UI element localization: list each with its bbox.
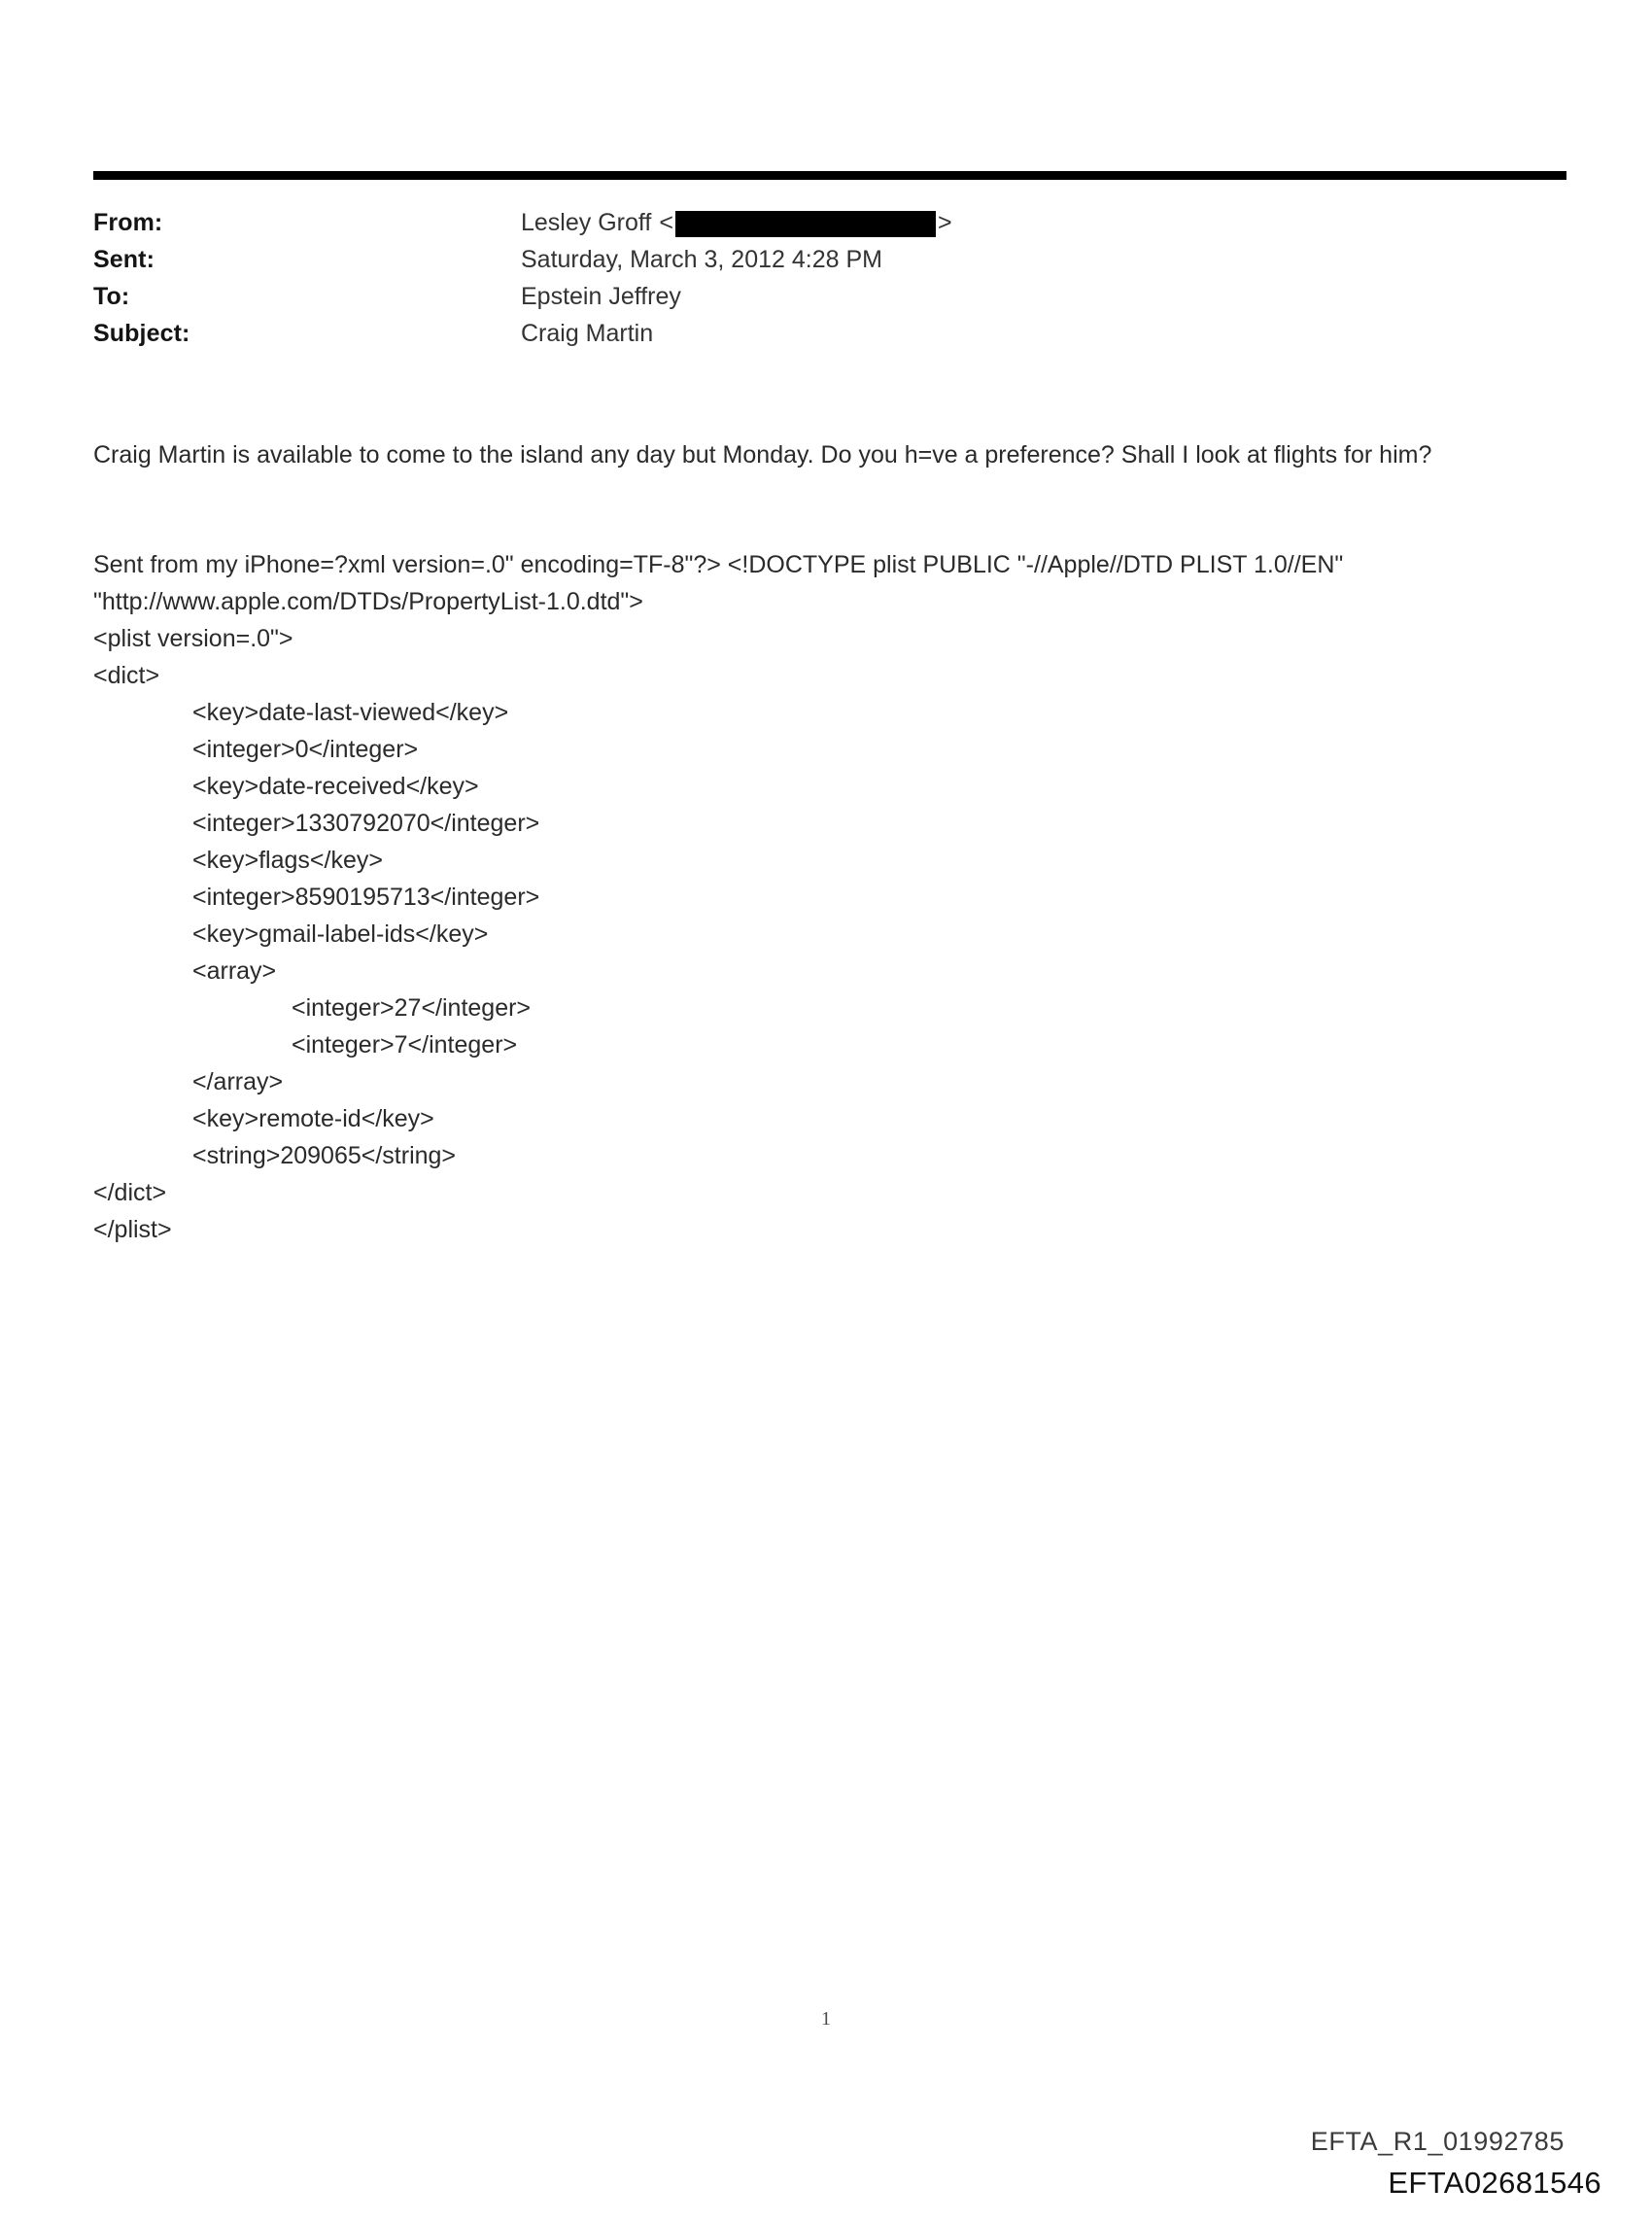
- plist-line: Sent from my iPhone=?xml version=.0" encoding=TF-8"?> <!DOCTYPE plist PUBLIC "-//Apple//DTD PLIST 1.0//EN" "http://www.apple.com/DTDs/PropertyList-1.0.dtd">: [93, 551, 1351, 615]
- from-label: From:: [93, 209, 163, 236]
- email-header-row-sent: [93, 246, 1502, 283]
- plist-line: <integer>7</integer>: [292, 1031, 518, 1059]
- plist-line: <integer>1330792070</integer>: [192, 810, 540, 837]
- plist-line: <integer>0</integer>: [192, 736, 419, 763]
- plist-line: </dict>: [93, 1179, 167, 1206]
- from-value: [521, 209, 952, 237]
- email-header-row-subject: [93, 320, 1502, 357]
- plist-line: <integer>27</integer>: [292, 994, 532, 1022]
- page-number: 1: [821, 2008, 831, 2030]
- plist-line: <key>gmail-label-ids</key>: [192, 920, 489, 948]
- plist-line: <array>: [192, 957, 277, 985]
- plist-line: <key>date-last-viewed</key>: [192, 699, 509, 726]
- email-body-paragraph: Craig Martin is available to come to the island any day but Monday. Do you h=ve a preference? Shall I look at flights for him?: [93, 441, 1432, 469]
- plist-line: </array>: [192, 1068, 284, 1095]
- plist-line: <key>remote-id</key>: [192, 1105, 434, 1132]
- subject-value: Craig Martin: [521, 320, 654, 347]
- redaction-bar-sender-email: [675, 211, 936, 237]
- bates-stamp-primary: EFTA_R1_01992785: [1310, 2127, 1565, 2156]
- email-body-block: [93, 435, 1561, 474]
- subject-label: Subject:: [93, 320, 190, 347]
- email-header-row-from: [93, 209, 1502, 246]
- plist-line: <dict>: [93, 662, 160, 689]
- from-angle-close: >: [937, 209, 952, 236]
- bates-stamp-secondary: EFTA02681546: [1388, 2166, 1601, 2200]
- from-angle-open: <: [659, 209, 673, 236]
- email-header-row-to: [93, 283, 1502, 320]
- plist-line: <string>209065</string>: [192, 1142, 457, 1169]
- to-value: Epstein Jeffrey: [521, 283, 681, 310]
- sent-label: Sent:: [93, 246, 155, 273]
- sent-value: Saturday, March 3, 2012 4:28 PM: [521, 246, 882, 273]
- header-divider-rule: [93, 171, 1566, 180]
- from-sender-name: Lesley Groff: [521, 209, 652, 236]
- plist-line: <key>date-received</key>: [192, 773, 479, 800]
- plist-line: </plist>: [93, 1216, 172, 1243]
- email-header-block: [93, 209, 1502, 357]
- to-label: To:: [93, 283, 130, 310]
- plist-line: <plist version=.0">: [93, 625, 293, 652]
- plist-listing-block: [93, 546, 1561, 1248]
- plist-line: <integer>8590195713</integer>: [192, 884, 540, 911]
- plist-line: <key>flags</key>: [192, 847, 383, 874]
